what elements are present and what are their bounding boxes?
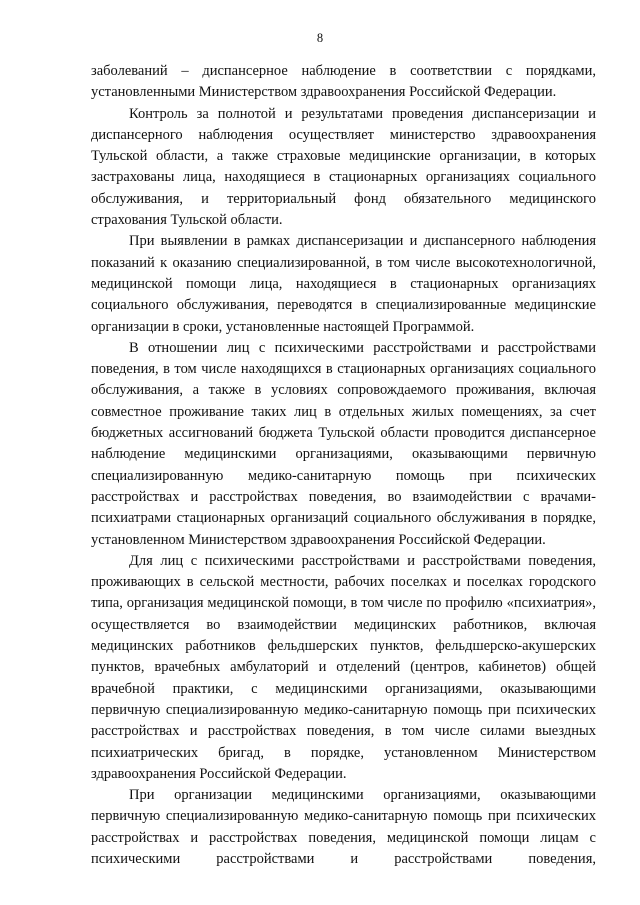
paragraph-organization: При организации медицинскими организациями, оказывающими первичную специализированную медико-санитарную помощь при психических расстройствах и расстройствах поведения, медицинской помощи лицам с психическими расстройствами и расстройствами поведения, bbox=[91, 787, 596, 867]
paragraph-mental-disorders: В отношении лиц с психическими расстройствами и расстройствами поведения, в том числе находящихся в стационарных организациях социального обслуживания, а также в условиях сопровождаемого проживания, включая совместное проживание таких лиц в отдельных жилых помещениях, за счет бюджетных ассигнований бюджета Тульской области проводится диспансерное наблюдение медицинскими организациями, оказывающими первичную специализированную медико-санитарную помощь при психических расстройствах и расстройствах поведения, во взаимодействии с врачами-психиатрами стационарных организаций социального обслуживания в порядке, установленном Министерством здравоохранения Российской Федерации. bbox=[91, 339, 596, 548]
paragraph-rural-residents: Для лиц с психическими расстройствами и расстройствами поведения, проживающих в сельской местности, рабочих поселках и поселках городского типа, организация медицинской помощи, в том числе по профилю «психиатрия», осуществляется во взаимодействии медицинских работников, включая медицинских работников фельдшерских пунктов, фельдшерско-акушерских пунктов, врачебных амбулаторий и отделений (центров, кабинетов) общей врачебной практики, с медицинскими организациями, оказывающими первичную специализированную медико-санитарную помощь при психических расстройствах и расстройствах поведения, в том числе силами выездных психиатрических бригад, в порядке, установленном Министерством здравоохранения Российской Федерации. bbox=[91, 552, 596, 782]
body-text bbox=[91, 61, 596, 870]
paragraph-continuation: заболеваний – диспансерное наблюдение в соответствии с порядками, установленными Министерством здравоохранения Российской Федерации. bbox=[91, 63, 596, 101]
paragraph-control: Контроль за полнотой и результатами проведения диспансеризации и диспансерного наблюдения осуществляет министерство здравоохранения Тульской области, а также страховые медицинские организации, в которых застрахованы лица, находящиеся в стационарных организациях социального обслуживания, и территориальный фонд обязательного медицинского страхования Тульской области. bbox=[91, 105, 596, 229]
page-number: 8 bbox=[316, 31, 324, 45]
paragraph-detection: При выявлении в рамках диспансеризации и диспансерного наблюдения показаний к оказанию специализированной, в том числе высокотехнологичной, медицинской помощи лица, находящиеся в стационарных организациях социального обслуживания, переводятся в специализированные медицинские организации в сроки, установленные настоящей Программой. bbox=[91, 233, 596, 335]
